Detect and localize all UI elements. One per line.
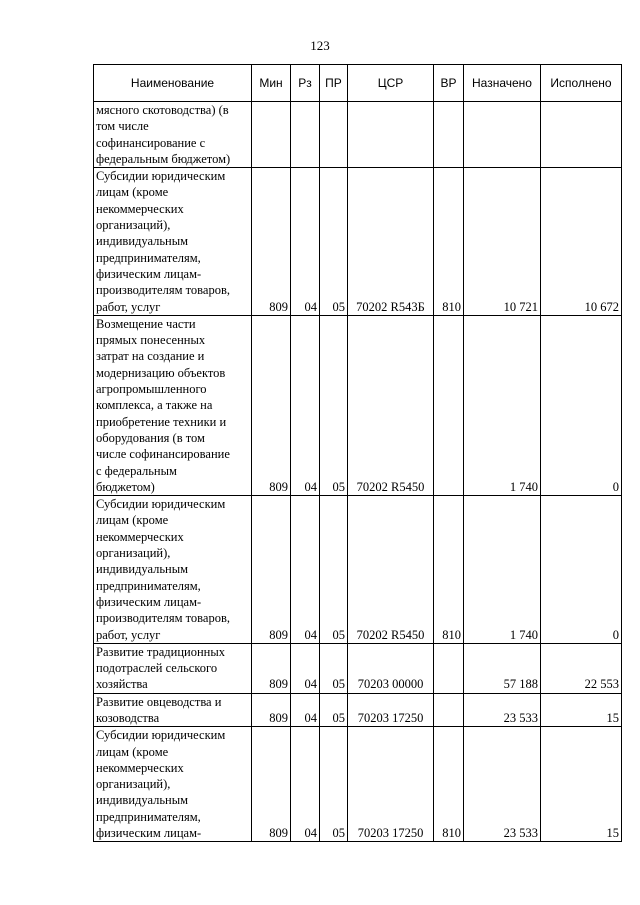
cell-assigned: 57 188 (464, 643, 541, 693)
cell-executed (541, 102, 622, 168)
cell-pr: 05 (320, 496, 348, 644)
cell-csr: 70203 17250 (348, 693, 434, 727)
cell-csr: 70202 R5450 (348, 315, 434, 495)
cell-pr: 05 (320, 168, 348, 316)
cell-pr: 05 (320, 315, 348, 495)
cell-min: 809 (252, 315, 291, 495)
cell-assigned: 23 533 (464, 693, 541, 727)
cell-min: 809 (252, 727, 291, 842)
cell-assigned: 1 740 (464, 496, 541, 644)
table-row (94, 693, 622, 727)
cell-rz: 04 (291, 727, 320, 842)
header-csr: ЦСР (348, 65, 434, 102)
cell-executed: 15 (541, 693, 622, 727)
cell-vr: 810 (434, 168, 464, 316)
table-row (94, 643, 622, 693)
cell-csr: 70203 17250 (348, 727, 434, 842)
header-name: Наименование (94, 65, 252, 102)
cell-assigned: 10 721 (464, 168, 541, 316)
cell-csr: 70203 00000 (348, 643, 434, 693)
cell-vr (434, 315, 464, 495)
cell-vr (434, 643, 464, 693)
cell-executed: 22 553 (541, 643, 622, 693)
table-row (94, 168, 622, 316)
cell-executed: 15 (541, 727, 622, 842)
page-number: 123 (310, 38, 330, 53)
cell-pr (320, 102, 348, 168)
cell-csr (348, 102, 434, 168)
cell-assigned (464, 102, 541, 168)
header-vr: ВР (434, 65, 464, 102)
cell-name: Возмещение части прямых понесенных затрат на создание и модернизацию объектов агропромышленного комплекса, а также на приобретение техники и оборудования (в том числе софинансирование с федеральным бюджетом) (94, 315, 252, 495)
header-min: Мин (252, 65, 291, 102)
cell-name: Субсидии юридическим лицам (кроме некоммерческих организаций), индивидуальным предпринимателям, физическим лицам- (94, 727, 252, 842)
cell-min (252, 102, 291, 168)
cell-name: Субсидии юридическим лицам (кроме некоммерческих организаций), индивидуальным предпринимателям, физическим лицам- производителям товаров, работ, услуг (94, 168, 252, 316)
cell-name: Развитие овцеводства и козоводства (94, 693, 252, 727)
cell-assigned: 23 533 (464, 727, 541, 842)
cell-min: 809 (252, 693, 291, 727)
cell-rz: 04 (291, 693, 320, 727)
header-executed: Исполнено (541, 65, 622, 102)
table-row (94, 102, 622, 168)
table-header-row (94, 65, 622, 102)
cell-csr: 70202 R543Б (348, 168, 434, 316)
cell-rz (291, 102, 320, 168)
cell-vr: 810 (434, 727, 464, 842)
cell-vr: 810 (434, 496, 464, 644)
cell-pr: 05 (320, 693, 348, 727)
cell-csr: 70202 R5450 (348, 496, 434, 644)
cell-rz: 04 (291, 643, 320, 693)
cell-executed: 0 (541, 496, 622, 644)
cell-assigned: 1 740 (464, 315, 541, 495)
cell-vr (434, 693, 464, 727)
budget-table (93, 64, 622, 842)
table-row (94, 315, 622, 495)
cell-name: Развитие традиционных подотраслей сельского хозяйства (94, 643, 252, 693)
cell-min: 809 (252, 168, 291, 316)
cell-name: Субсидии юридическим лицам (кроме некоммерческих организаций), индивидуальным предпринимателям, физическим лицам- производителям товаров, работ, услуг (94, 496, 252, 644)
cell-rz: 04 (291, 168, 320, 316)
table-row (94, 496, 622, 644)
cell-executed: 10 672 (541, 168, 622, 316)
header-rz: Рз (291, 65, 320, 102)
cell-pr: 05 (320, 643, 348, 693)
cell-pr: 05 (320, 727, 348, 842)
cell-rz: 04 (291, 496, 320, 644)
cell-min: 809 (252, 643, 291, 693)
cell-executed: 0 (541, 315, 622, 495)
cell-name: мясного скотоводства) (в том числе софинансирование с федеральным бюджетом) (94, 102, 252, 168)
cell-rz: 04 (291, 315, 320, 495)
cell-min: 809 (252, 496, 291, 644)
header-pr: ПР (320, 65, 348, 102)
table-row (94, 727, 622, 842)
header-assigned: Назначено (464, 65, 541, 102)
cell-vr (434, 102, 464, 168)
